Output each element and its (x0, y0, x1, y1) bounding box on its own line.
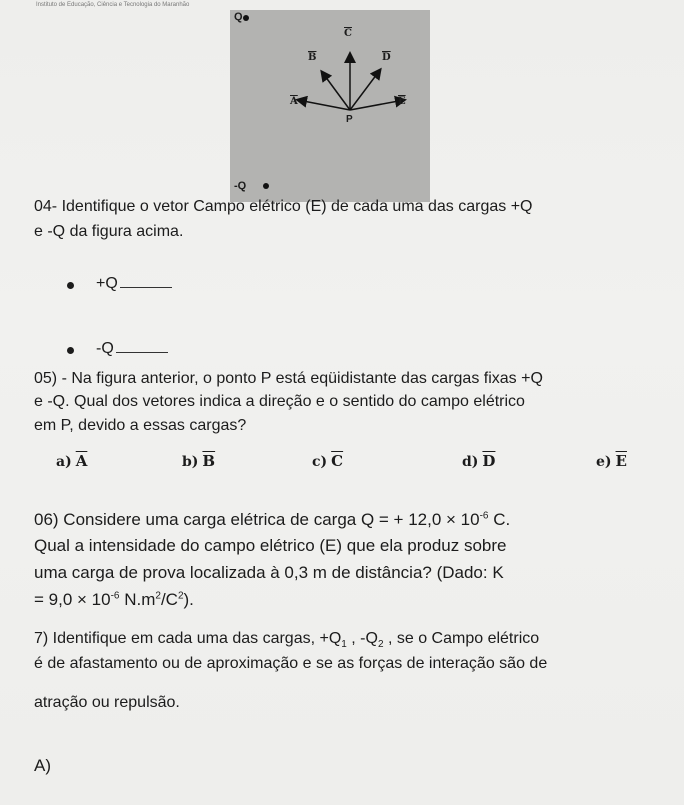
q6-line1: 06) Considere uma carga elétrica de carga Q = + $12,0 \times 10^{-6}$ C. (34, 510, 511, 529)
vector-a (298, 100, 350, 110)
bottom-charge-dot (263, 183, 269, 189)
q7-answer-label: A) (34, 756, 51, 775)
q5-option-a: a) $\overline{A}$ (56, 452, 88, 470)
q7-line3: atração ou repulsão. (34, 694, 180, 711)
q6-line4: = $9,0 \times 10^{-6}$ $N.m^2/C^2$). (34, 590, 194, 609)
q5-option-b: b) $\overline{B}$ (182, 452, 216, 470)
point-p-label: P (346, 114, 353, 125)
vector-d (350, 70, 380, 110)
q4-line2: e -Q da figura acima. (34, 223, 184, 240)
q6-line2: Qual a intensidade do campo elétrico (E) que ela produz sobre (34, 536, 507, 555)
vector-c-label: $\overline{C}$ (344, 28, 352, 39)
answer-blank[interactable] (120, 286, 172, 288)
top-charge-label: Q (234, 11, 243, 23)
q6-line3: uma carga de prova localizada à 0,3 m de distância? (Dado: K (34, 563, 504, 582)
vector-a-label: $\overline{A}$ (290, 96, 298, 107)
q4-bullet-1 (67, 282, 74, 289)
answer-blank[interactable] (116, 351, 168, 353)
vector-figure (230, 10, 430, 202)
q5-line2: e -Q. Qual dos vetores indica a direção e o sentido do campo elétrico (34, 393, 525, 410)
vector-e-label: $\overline{E}$ (398, 96, 406, 107)
vector-d-label: $\overline{D}$ (382, 52, 391, 63)
q5-option-d: d) $\overline{D}$ (462, 452, 496, 470)
q7-line2: é de afastamento ou de aproximação e se as forças de interação são de (34, 655, 548, 672)
top-charge-dot (243, 15, 249, 21)
q4-bullet-2 (67, 347, 74, 354)
q5-line1: 05) - Na figura anterior, o ponto P está eqüidistante das cargas fixas +Q (34, 370, 543, 387)
header-stamp: Instituto de Educação, Ciência e Tecnologia do Maranhão (36, 2, 190, 8)
q5-option-e: e) $\overline{E}$ (596, 452, 627, 470)
q7-line1: 7) Identifique em cada uma das cargas, $+Q_1$ , $-Q_2$ , se o Campo elétrico (34, 630, 540, 651)
q4-line1: 04- Identifique o vetor Campo elétrico (E) de cada uma das cargas +Q (34, 198, 533, 215)
vector-b (322, 72, 350, 110)
bottom-charge-label: -Q (234, 180, 247, 192)
vector-b-label: $\overline{B}$ (308, 52, 317, 63)
q5-line3: em P, devido a essas cargas? (34, 417, 247, 434)
q5-option-c: c) $\overline{C}$ (312, 452, 344, 470)
vector-e (350, 100, 404, 110)
q4-item-minus-q: -Q (96, 340, 168, 358)
q4-item-plus-q: +Q (96, 275, 172, 293)
